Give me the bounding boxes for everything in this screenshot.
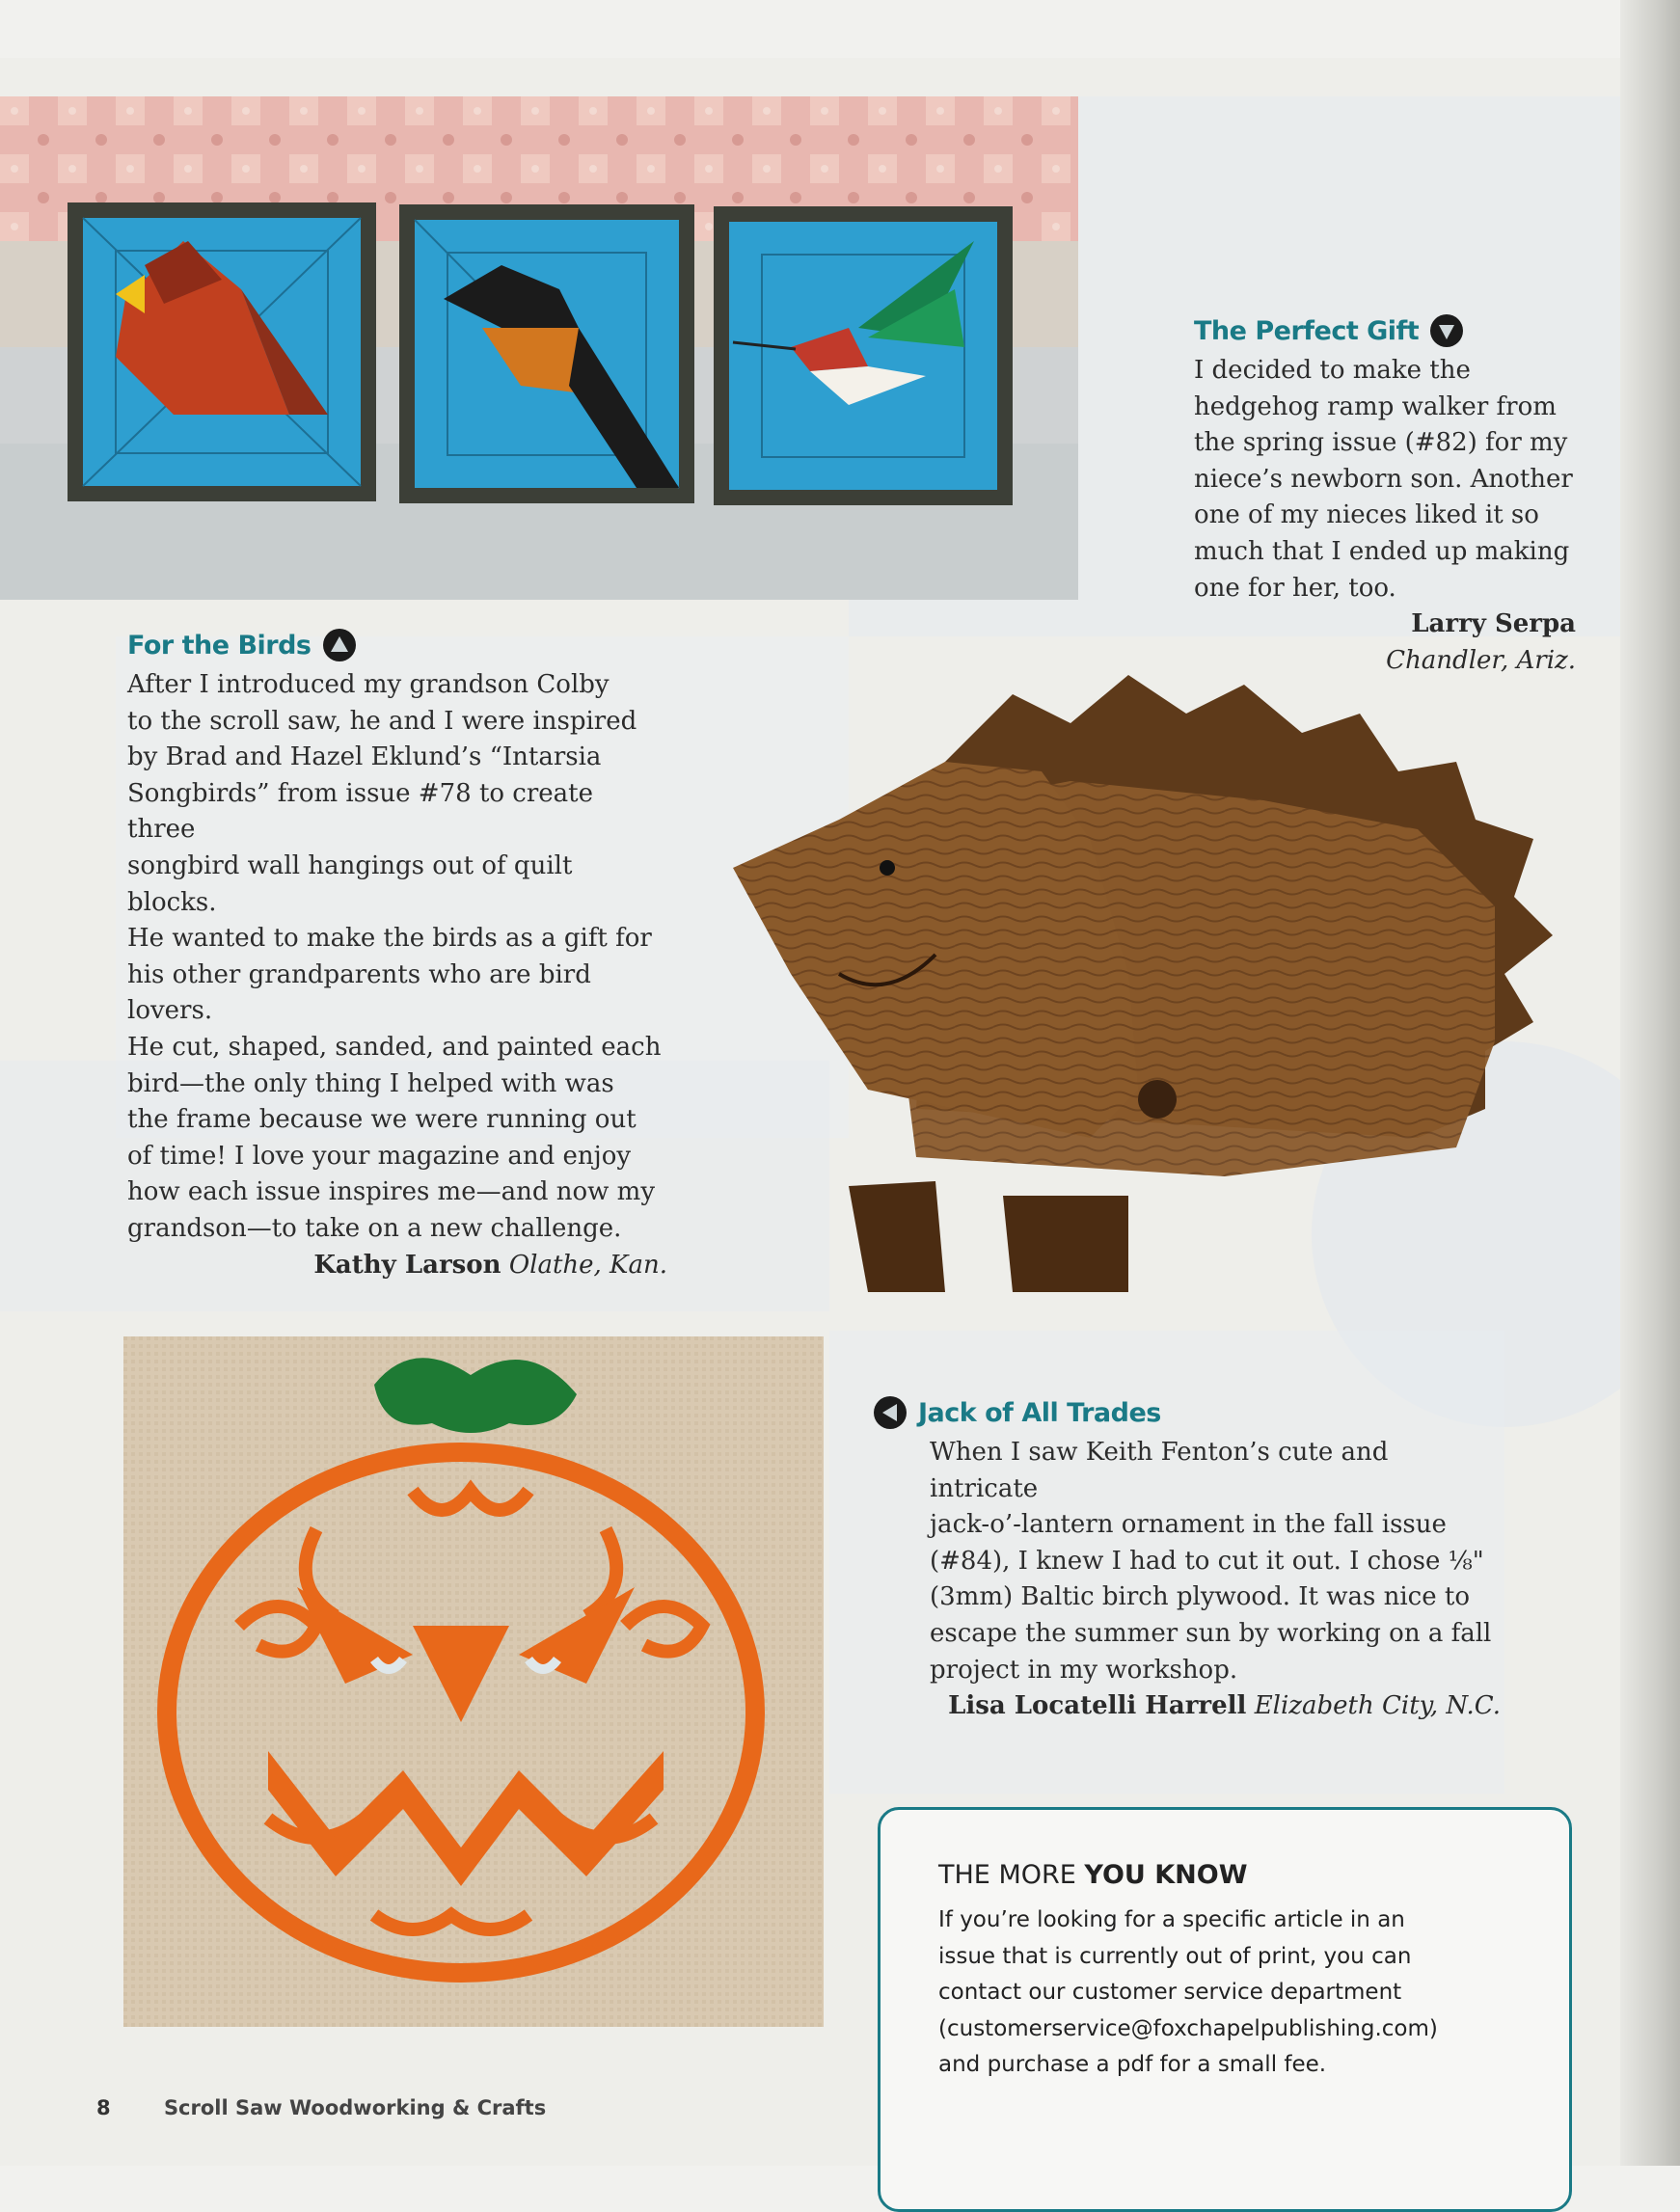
letter-body: After I introduced my grandson Colby to the scroll saw, he and I were inspired by Brad and Hazel Eklund’s “Intarsia Songbirds” from issue #78 to create three songbird wall hangings out of quilt blocks. He wanted to make the birds as a gift for his other grandparents who are bird lovers. He cut, shaped, sanded, and painted each bird—the only thing I helped with was the frame because we were running out of time! I love your magazine and enjoy how each issue inspires me—and now my grandson—to take on a new challenge. — [127, 670, 662, 1243]
letter-heading: The Perfect Gift — [1194, 314, 1576, 347]
down-triangle-icon — [1430, 314, 1463, 347]
letter-signature — [874, 1688, 1501, 1725]
letter-for-the-birds — [127, 629, 667, 1283]
author-name: Lisa Locatelli Harrell — [948, 1691, 1247, 1721]
page-spine-shadow — [1620, 0, 1680, 2166]
hedgehog-photo — [723, 656, 1601, 1311]
jack-o-lantern-photo — [123, 1336, 824, 2027]
page-number: 8 — [96, 2096, 111, 2119]
songbirds-photo — [0, 96, 1078, 600]
letter-heading: For the Birds — [127, 629, 667, 661]
customer-service-email: (customerservice@foxchapelpublishing.com) — [938, 2015, 1438, 2041]
letter-body: When I saw Keith Fenton’s cute and intricate jack-o’-lantern ornament in the fall issue (#84), I knew I had to cut it out. I chose ⅛" (3mm) Baltic birch plywood. It was nice to escape the summer sun by working on a fall project in my workshop. — [930, 1438, 1492, 1685]
letter-signature — [127, 1248, 667, 1284]
author-location: Chandler, Ariz. — [1386, 645, 1576, 675]
author-name: Kathy Larson — [313, 1250, 501, 1280]
author-name: Larry Serpa — [1411, 609, 1576, 639]
tip-title: THE MORE YOU KNOW — [938, 1860, 1248, 1890]
page-footer — [96, 2096, 546, 2119]
author-location: Olathe, Kan. — [508, 1250, 667, 1280]
up-triangle-icon — [323, 629, 356, 661]
magazine-title: Scroll Saw Woodworking & Crafts — [163, 2096, 547, 2119]
letter-signature — [1194, 607, 1576, 679]
author-location: Elizabeth City, N.C. — [1254, 1691, 1501, 1721]
letter-body: I decided to make the hedgehog ramp walker from the spring issue (#82) for my niece’s newborn son. Another one of my nieces liked it so much that I ended up making one for her, too. — [1194, 356, 1573, 603]
letter-perfect-gift — [1194, 314, 1576, 679]
letter-jack-of-all-trades — [874, 1396, 1501, 1725]
left-triangle-icon — [874, 1396, 907, 1429]
letter-heading: Jack of All Trades — [874, 1396, 1501, 1429]
tip-text: If you’re looking for a specific article in an issue that is currently out of print, you can contact our customer service department (customerservice@foxchapelpublishing.com) and purchase a pdf for a small fee. — [938, 1902, 1536, 2084]
tip-box — [878, 1807, 1572, 2212]
